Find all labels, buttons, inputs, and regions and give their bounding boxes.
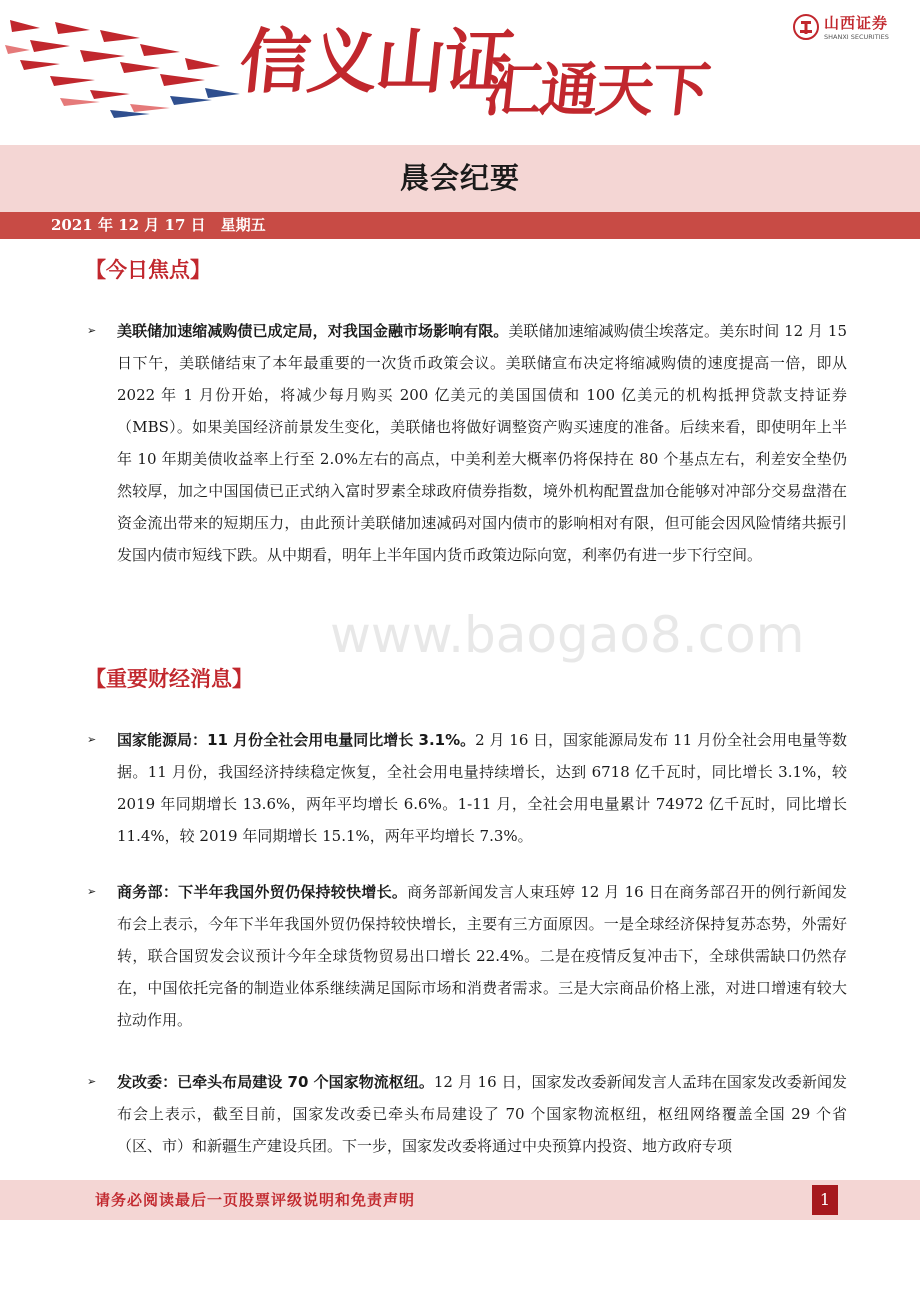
report-date: 2021 年 12 月 17 日 星期五 — [51, 216, 266, 234]
section-title-focus: 【今日焦点】 — [85, 258, 211, 282]
news-item-headline: 美联储加速缩减购债已成定局，对我国金融市场影响有限。 — [117, 322, 509, 340]
news-item-text — [117, 1066, 847, 1176]
section-title-news: 【重要财经消息】 — [85, 667, 253, 691]
news-item-headline: 国家能源局：11 月份全社会用电量同比增长 3.1%。 — [117, 731, 476, 749]
page-number: 1 — [812, 1185, 838, 1215]
bullet-arrow-icon: ➢ — [87, 733, 97, 746]
date-band — [0, 212, 920, 239]
report-title: 晨会纪要 — [399, 161, 520, 195]
bullet-arrow-icon: ➢ — [87, 324, 97, 337]
news-item-body: 美联储加速缩减购债尘埃落定。美东时间 12 月 15 日下午，美联储结束了本年最重要的一次货币政策会议。美联储宣布决定将缩减购债的速度提高一倍，即从 2022 年 1 月份开始，将减少每月购买 200 亿美元的美国国债和 100 亿美元的机构抵押贷款支持证券（MBS）。如果美国经济前景发生变化，美联储也将做好调整资产购买速度的准备。后续来看，即使明年上半年 10 年期美债收益率上行至 2.0%左右的高点，中美利差大概率仍将保持在 80 个基点左右，利差安全垫仍然较厚，加之中国国债已正式纳入富时罗素全球政府债券指数，境外机构配置盘加仓能够对冲部分交易盘潜在资金流出带来的短期压力，由此预计美联储加速减码对国内债市的影响相对有限，但可能会因风险情绪共振引发国内债市短线下跌。从中期看，明年上半年国内货币政策边际向宽，利率仍有进一步下行空间。 — [117, 322, 847, 564]
company-logo — [793, 14, 913, 46]
disclaimer-text: 请务必阅读最后一页股票评级说明和免责声明 — [95, 1191, 416, 1209]
page-footer — [0, 1180, 920, 1220]
bullet-arrow-icon: ➢ — [87, 1075, 97, 1088]
report-header — [0, 0, 920, 145]
title-band — [0, 145, 920, 212]
news-item-body: 商务部新闻发言人束珏婷 12 月 16 日在商务部召开的例行新闻发布会上表示，今年下半年我国外贸仍保持较快增长，主要有三方面原因。一是全球经济保持复苏态势，外需好转，联合国贸发会议预计今年全球货物贸易出口增长 22.4%。二是在疫情反复冲击下，全球供需缺口仍然存在，中国依托完备的制造业体系继续满足国际市场和消费者需求。三是大宗商品价格上涨，对进口增速有较大拉动作用。 — [117, 883, 847, 1029]
watermark: www.baogao8.com — [330, 606, 805, 664]
logo-chinese-name: 山西证券 — [824, 14, 889, 32]
news-item-text — [117, 876, 847, 1036]
slogan-part-2: 汇通天下 — [480, 56, 712, 124]
logo-english-name: SHANXI SECURITIES — [824, 33, 889, 41]
logo-emblem-icon — [793, 14, 819, 40]
bullet-arrow-icon: ➢ — [87, 885, 97, 898]
news-item-headline: 商务部：下半年我国外贸仍保持较快增长。 — [117, 883, 408, 901]
flying-birds-graphic — [0, 0, 260, 140]
news-item-headline: 发改委：已牵头布局建设 70 个国家物流枢纽。 — [117, 1073, 434, 1091]
slogan-part-1: 信义山证 — [235, 21, 517, 103]
news-item-text — [117, 315, 847, 571]
news-item-body: 2 月 16 日，国家能源局发布 11 月份全社会用电量等数据。11 月份，我国经济持续稳定恢复，全社会用电量持续增长，达到 6718 亿千瓦时，同比增长 3.1%，较 2019 年同期增长 13.6%，两年平均增长 6.6%。1-11 月，全社会用电量累计 74972 亿千瓦时，同比增长 11.4%，较 2019 年同期增长 15.1%，两年平均增长 7.3%。 — [117, 731, 847, 845]
news-item-text — [117, 724, 847, 852]
news-item-body: 12 月 16 日，国家发改委新闻发言人孟玮在国家发改委新闻发布会上表示，截至目前，国家发改委已牵头布局建设了 70 个国家物流枢纽，枢纽网络覆盖全国 29 个省（区、市）和新疆生产建设兵团。下一步，国家发改委将通过中央预算内投资、地方政府专项 — [117, 1073, 847, 1155]
